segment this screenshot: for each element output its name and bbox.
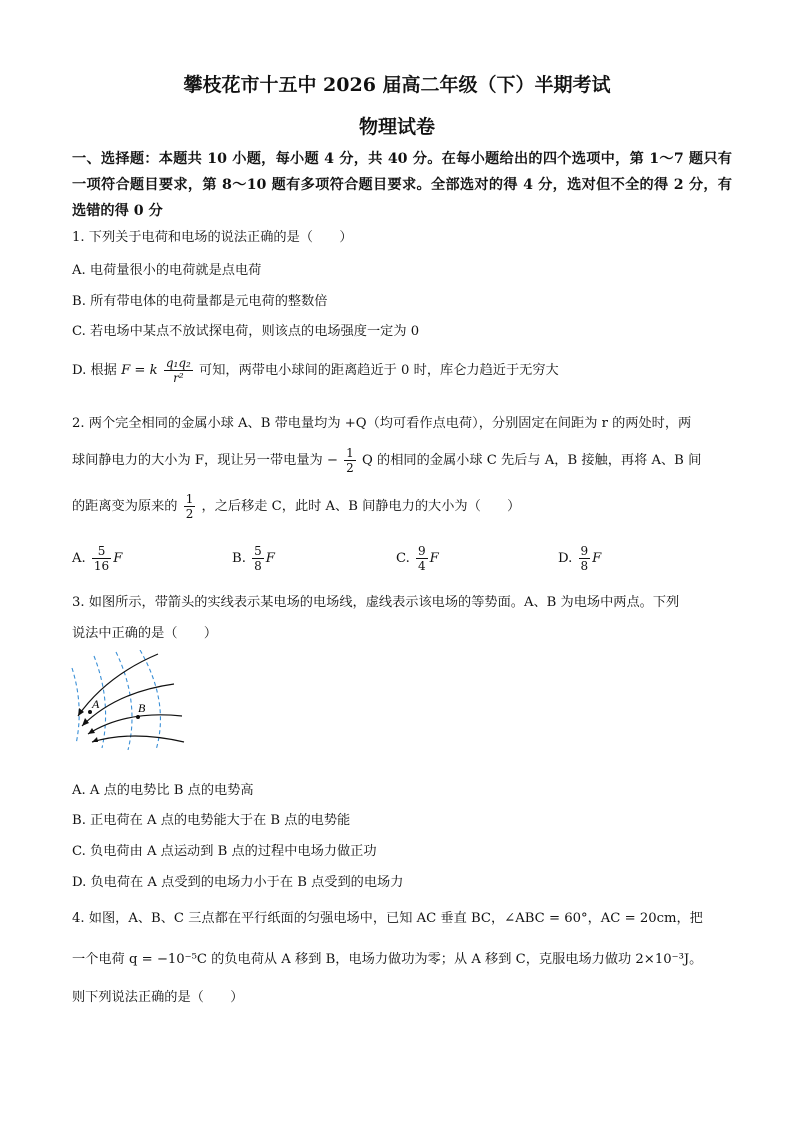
q4-line1: 4. 如图，A、B、C 三点都在平行纸面的匀强电场中，已知 AC 垂直 BC，∠ABC = 60°，AC = 20cm，把 <box>72 911 703 926</box>
q2-option-c-fraction <box>416 544 428 573</box>
equipotential-lines <box>72 650 160 750</box>
q2-option-b-den: 8 <box>254 559 262 573</box>
q3-option-d: D. 负电荷在 A 点受到的电场力小于在 B 点受到的电场力 <box>72 875 404 890</box>
q2-option-b-fraction <box>252 544 264 573</box>
q3-option-a: A. A 点的电势比 B 点的电势高 <box>72 783 254 798</box>
q2-half-num: 1 <box>346 446 354 460</box>
q2-half-den: 2 <box>346 461 354 475</box>
q2-option-b-num: 5 <box>254 544 262 558</box>
q2-option-b-var: F <box>265 551 275 566</box>
q1-option-d <box>72 356 559 385</box>
q2-half-fraction-2 <box>184 492 196 521</box>
field-line-3 <box>88 715 182 734</box>
q2-half-den-2: 2 <box>185 507 194 521</box>
coulomb-lhs: F = k <box>121 363 158 378</box>
q3-line2: 说法中正确的是（ ） <box>72 626 218 641</box>
page-title: 攀枝花市十五中 2026 届高二年级（下）半期考试 <box>183 74 611 96</box>
q2-option-c-label: C. <box>396 551 410 566</box>
q2-option-c-num: 9 <box>418 544 426 558</box>
field-line-1 <box>78 654 158 716</box>
q2-option-d <box>558 544 601 573</box>
q2-option-b-label: B. <box>232 551 246 566</box>
coulomb-fraction <box>164 356 193 385</box>
label-b: B <box>138 701 146 715</box>
q2-option-c-den: 4 <box>418 559 426 573</box>
electric-field-figure <box>66 650 196 750</box>
q2-option-a-var: F <box>113 551 123 566</box>
q3-line1: 3. 如图所示，带箭头的实线表示某电场的电场线，虚线表示该电场的等势面。A、B 为电场中两点。下列 <box>72 595 680 610</box>
q2-option-a-label: A. <box>72 551 86 566</box>
q2-option-a <box>72 544 122 573</box>
q2-option-d-label: D. <box>558 551 573 566</box>
coulomb-denominator: r² <box>173 371 184 385</box>
q2-half-fraction <box>344 446 356 475</box>
q2-option-d-num: 9 <box>580 544 589 558</box>
label-a: A <box>92 697 100 711</box>
q2-line3-suffix: ，之后移走 C，此时 A、B 间静电力的大小为（ ） <box>201 499 521 514</box>
q1-stem: 1. 下列关于电荷和电场的说法正确的是（ ） <box>72 230 353 245</box>
equipotential-line-1 <box>72 668 79 744</box>
q2-line3 <box>72 492 520 521</box>
coulomb-numerator: q₁q₂ <box>165 356 191 370</box>
field-line-arrowheads <box>78 708 98 742</box>
q2-option-d-den: 8 <box>580 559 589 573</box>
q2-line3-prefix: 的距离变为原来的 <box>72 499 178 514</box>
q2-line2 <box>72 446 701 475</box>
q2-option-d-var: F <box>592 551 602 566</box>
q2-option-a-fraction <box>92 544 111 573</box>
q1-option-a: A. 电荷量很小的电荷就是点电荷 <box>72 263 262 278</box>
q2-half-num-2: 1 <box>185 492 194 506</box>
q2-line2-suffix: Q 的相同的金属小球 C 先后与 A，B 接触，再将 A、B 间 <box>362 453 702 468</box>
q2-option-a-den: 16 <box>93 559 110 573</box>
q3-option-c: C. 负电荷由 A 点运动到 B 点的过程中电场力做正功 <box>72 844 377 859</box>
arrowhead-2 <box>82 718 89 726</box>
section-instructions: 一、选择题：本题共 10 小题，每小题 4 分，共 40 分。在每小题给出的四个选项中，第 1～7 题只有一项符合题目要求，第 8～10 题有多项符合题目要求。全部选对的得 4 分，选对但不全的得 2 分，有选错的得 0 分 <box>72 151 732 219</box>
q2-option-d-fraction <box>579 544 591 573</box>
q2-line2-prefix: 球间静电力的大小为 F，现让另一带电量为 − <box>72 453 338 468</box>
q2-option-c <box>396 544 439 573</box>
arrowhead-4 <box>92 737 98 742</box>
equipotential-line-4 <box>140 650 160 750</box>
q1-option-b: B. 所有带电体的电荷量都是元电荷的整数倍 <box>72 294 328 309</box>
q1-option-d-suffix: 可知，两带电小球间的距离趋近于 0 时，库仑力趋近于无穷大 <box>199 363 559 378</box>
q2-line1: 2. 两个完全相同的金属小球 A、B 带电量均为 +Q（均可看作点电荷），分别固定在间距为 r 的两处时，两 <box>72 416 692 431</box>
q4-line2: 一个电荷 q = −10⁻⁵C 的负电荷从 A 移到 B，电场力做功为零；从 A 移到 C，克服电场力做功 2×10⁻³J。 <box>72 952 703 967</box>
field-line-4 <box>92 736 184 742</box>
q1-option-d-prefix: D. 根据 <box>72 363 117 378</box>
q4-line3: 则下列说法正确的是（ ） <box>72 990 244 1005</box>
q2-option-c-var: F <box>429 551 439 566</box>
equipotential-line-3 <box>116 652 132 750</box>
point-b <box>136 715 140 719</box>
page-subtitle: 物理试卷 <box>358 116 435 138</box>
q3-option-b: B. 正电荷在 A 点的电势能大于在 B 点的电势能 <box>72 813 351 828</box>
q2-option-b <box>232 544 275 573</box>
q2-option-a-num: 5 <box>92 544 111 559</box>
q1-option-c: C. 若电场中某点不放试探电荷，则该点的电场强度一定为 0 <box>72 324 420 339</box>
